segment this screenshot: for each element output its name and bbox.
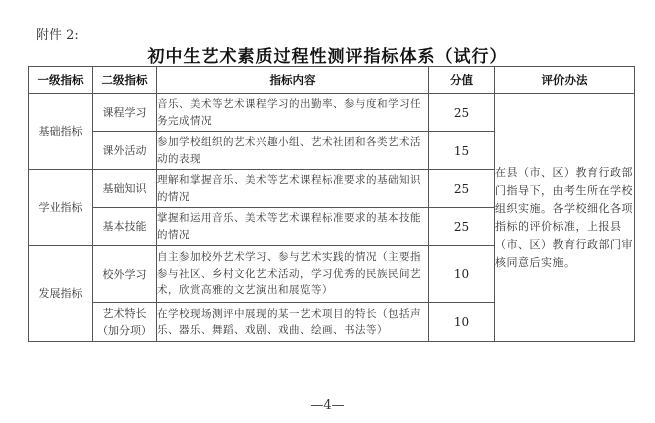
score-cell: 25 bbox=[429, 170, 495, 208]
level1-cell: 基础指标 bbox=[29, 94, 93, 170]
header-content: 指标内容 bbox=[157, 67, 429, 94]
score-cell: 25 bbox=[429, 208, 495, 246]
level2-cell: 基础知识 bbox=[93, 170, 157, 208]
score-cell: 10 bbox=[429, 246, 495, 303]
content-cell: 掌握和运用音乐、美术等艺术课程标准要求的基本技能的情况 bbox=[157, 208, 429, 246]
content-cell: 音乐、美术等艺术课程学习的出勤率、参与度和学习任务完成情况 bbox=[157, 94, 429, 132]
score-cell: 25 bbox=[429, 94, 495, 132]
document-title: 初中生艺术素质过程性测评指标体系（试行） bbox=[147, 47, 508, 67]
level2-cell: 课外活动 bbox=[93, 132, 157, 170]
score-cell: 10 bbox=[429, 303, 495, 342]
indicator-table bbox=[28, 66, 635, 342]
table-row bbox=[29, 94, 635, 132]
level2-cell: 校外学习 bbox=[93, 246, 157, 303]
content-cell: 自主参加校外艺术学习、参与艺术实践的情况（主要指参与社区、乡村文化艺术活动，学习优秀的民族民间艺术，欣赏高雅的文艺演出和展览等） bbox=[157, 246, 429, 303]
header-level1: 一级指标 bbox=[29, 67, 93, 94]
header-score: 分值 bbox=[429, 67, 495, 94]
header-level2: 二级指标 bbox=[93, 67, 157, 94]
content-cell: 参加学校组织的艺术兴趣小组、艺术社团和各类艺术活动的表现 bbox=[157, 132, 429, 170]
content-cell: 理解和掌握音乐、美术等艺术课程标准要求的基础知识的情况 bbox=[157, 170, 429, 208]
header-method: 评价办法 bbox=[495, 67, 635, 94]
score-cell: 15 bbox=[429, 132, 495, 170]
level1-cell: 发展指标 bbox=[29, 246, 93, 342]
level2-cell: 基本技能 bbox=[93, 208, 157, 246]
page-number: —4— bbox=[310, 398, 345, 413]
level1-cell: 学业指标 bbox=[29, 170, 93, 246]
content-cell: 在学校现场测评中展现的某一艺术项目的特长（包括声乐、器乐、舞蹈、戏剧、戏曲、绘画、书法等） bbox=[157, 303, 429, 342]
evaluation-method-cell: 在县（市、区）教育行政部门指导下，由考生所在学校组织实施。各学校细化各项指标的评价标准，上报县（市、区）教育行政部门审核同意后实施。 bbox=[495, 94, 635, 342]
attachment-label: 附件 2: bbox=[36, 28, 79, 43]
level2-cell: 艺术特长（加分项） bbox=[93, 303, 157, 342]
level2-cell: 课程学习 bbox=[93, 94, 157, 132]
table-header-row bbox=[29, 67, 635, 94]
